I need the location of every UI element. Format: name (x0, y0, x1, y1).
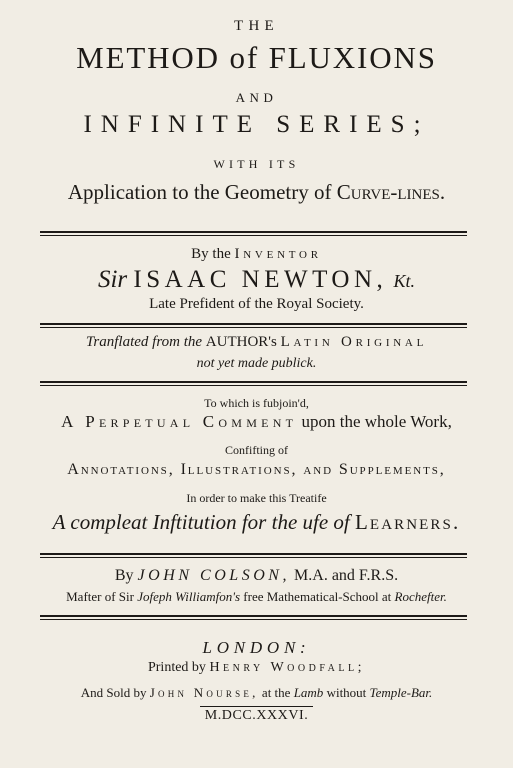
application-text: Application to the Geometry of (67, 180, 337, 204)
compleat-text: A compleat Inftitution for the ufe of (52, 510, 355, 534)
authors-text: AUTHOR's (205, 334, 281, 350)
joseph-text: Jofeph Williamfon's (137, 589, 241, 604)
printed-by-text: Printed by (147, 660, 210, 675)
divider-line (40, 385, 467, 386)
the-heading: THE (234, 18, 279, 34)
divider-line (40, 323, 467, 325)
sir-text: Sir (97, 266, 128, 293)
lamb-text: Lamb (293, 685, 324, 700)
temple-bar-text: Temple-Bar. (369, 685, 433, 700)
kt-text: Kt. (393, 271, 416, 291)
divider-line (40, 553, 467, 555)
without-text: without (323, 685, 370, 700)
translated-line (0, 334, 513, 351)
newton-name: ISAAC NEWTON, (133, 266, 388, 293)
upon-whole-work-text: upon the whole Work, (297, 412, 452, 431)
rochester-text: Rochefter. (394, 589, 447, 604)
woodfall-text: Henry Woodfall; (209, 660, 365, 675)
divider-line (40, 235, 467, 236)
and-heading: AND (235, 90, 278, 105)
school-text: free Mathematical-School at (240, 589, 395, 604)
annotations-line: Annotations, Illustrations, and Supplements, (67, 461, 446, 478)
double-rule (40, 231, 467, 233)
translated-text: Tranflated from the (85, 334, 206, 350)
by-text: By (114, 567, 138, 584)
curve-lines-text: Curve-lines. (336, 180, 446, 204)
divider-line (40, 619, 467, 620)
degrees-text: M.A. and F.R.S. (290, 567, 399, 584)
application-line (0, 180, 513, 205)
compleat-institution-line (0, 510, 513, 535)
sold-by-line (0, 685, 513, 701)
divider-line (40, 381, 467, 383)
at-the-text: at the (258, 685, 294, 700)
with-its-heading: WITH ITS (213, 157, 300, 171)
president-line: Late Prefident of the Royal Society. (149, 296, 364, 312)
main-title: METHOD of FLUXIONS (76, 40, 437, 75)
printed-by-line (0, 660, 513, 676)
treatise-line: In order to make this Treatife (186, 491, 327, 505)
inventor-text: Inventor (234, 246, 322, 262)
latin-original-text: Latin Original (280, 334, 428, 350)
author-name-line (0, 266, 513, 294)
date-rule (200, 706, 313, 707)
divider-line (40, 327, 467, 328)
divider-line (40, 557, 467, 558)
perpetual-comment-line (0, 412, 513, 432)
not-yet-line: not yet made publick. (196, 356, 317, 371)
divider-line (40, 615, 467, 617)
date-line: M.DCC.XXXVI. (204, 708, 309, 723)
perpetual-comment-text: A Perpetual Comment (61, 412, 298, 431)
by-the-inventor (0, 246, 513, 263)
colson-name: JOHN COLSON, (137, 567, 291, 584)
colson-line (0, 567, 513, 585)
london-line: LONDON: (202, 638, 311, 657)
by-the-text: By the (191, 246, 235, 262)
master-text: Mafter of Sir (66, 589, 138, 604)
subjoined-line: To which is fubjoin'd, (204, 396, 309, 410)
nourse-text: John Nourse, (149, 685, 259, 700)
master-line (0, 589, 513, 605)
learners-text: Learners. (355, 510, 461, 534)
consisting-line: Confifting of (225, 443, 288, 457)
infinite-series-heading: INFINITE SERIES; (83, 111, 430, 138)
sold-by-text: And Sold by (80, 685, 150, 700)
